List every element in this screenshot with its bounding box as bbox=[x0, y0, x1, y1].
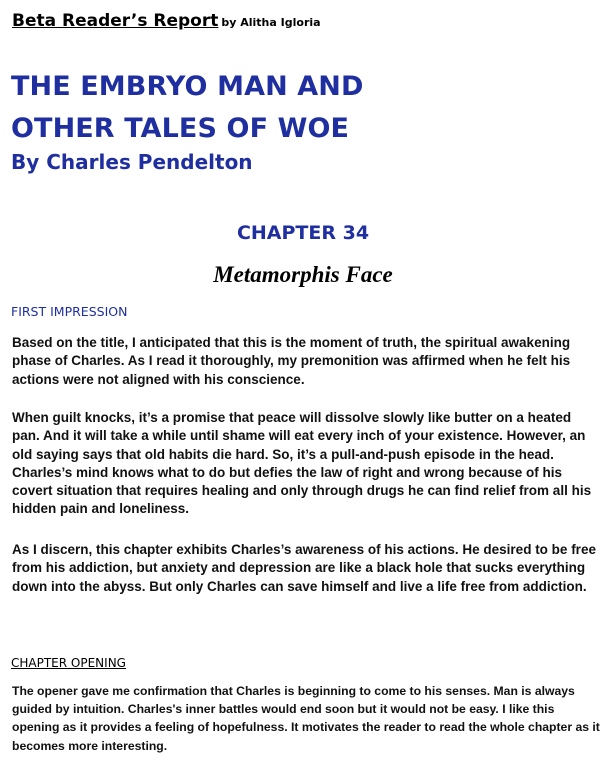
first-impression-paragraph-1: Based on the title, I anticipated that this is the moment of truth, the spiritual awakening phase of Charles. As I read it thoroughly, my premonition was affirmed when he felt his actions were not aligned with his conscience. bbox=[12, 335, 571, 387]
section-heading-first-impression: FIRST IMPRESSION bbox=[11, 304, 128, 319]
first-impression-paragraph-3: As I discern, this chapter exhibits Charles’s awareness of his actions. He desired to be free from his addiction, but anxiety and depression are like a black hole that sucks everything down into the abyss. But only Charles can save himself and live a life free from addiction. bbox=[12, 542, 596, 594]
book-author: By Charles Pendelton bbox=[11, 150, 253, 174]
book-title-line-2: OTHER TALES OF WOE bbox=[11, 113, 350, 144]
book-title bbox=[11, 66, 363, 150]
chapter-number: CHAPTER 34 bbox=[236, 222, 370, 244]
chapter-opening-paragraph: The opener gave me confirmation that Charles is beginning to come to his senses. Man is always guided by intuition. Charles's inner battles would end soon but it would not be easy. I like this opening as it provides a feeling of hopefulness. It motivates the reader to read the whole chapter as it becomes more interesting. bbox=[12, 684, 600, 753]
report-header bbox=[12, 11, 321, 31]
report-title: Beta Reader’s Report bbox=[12, 11, 219, 31]
report-author: by Alitha Igloria bbox=[221, 16, 321, 29]
first-impression-paragraph-2: When guilt knocks, it’s a promise that peace will dissolve slowly like butter on a heated pan. And it will take a while until shame will eat every inch of your existence. However, an old saying says that old habits die hard. So, it’s a pull-and-push episode in the head. Charles’s mind knows what to do but defies the law of right and wrong because of his covert situation that requires healing and only through drugs he can find relief from all his hidden pain and loneliness. bbox=[12, 410, 592, 517]
book-title-line-1: THE EMBRYO MAN AND bbox=[11, 71, 364, 102]
chapter-title: Metamorphis Face bbox=[213, 262, 393, 287]
section-heading-chapter-opening: CHAPTER OPENING bbox=[11, 656, 126, 670]
